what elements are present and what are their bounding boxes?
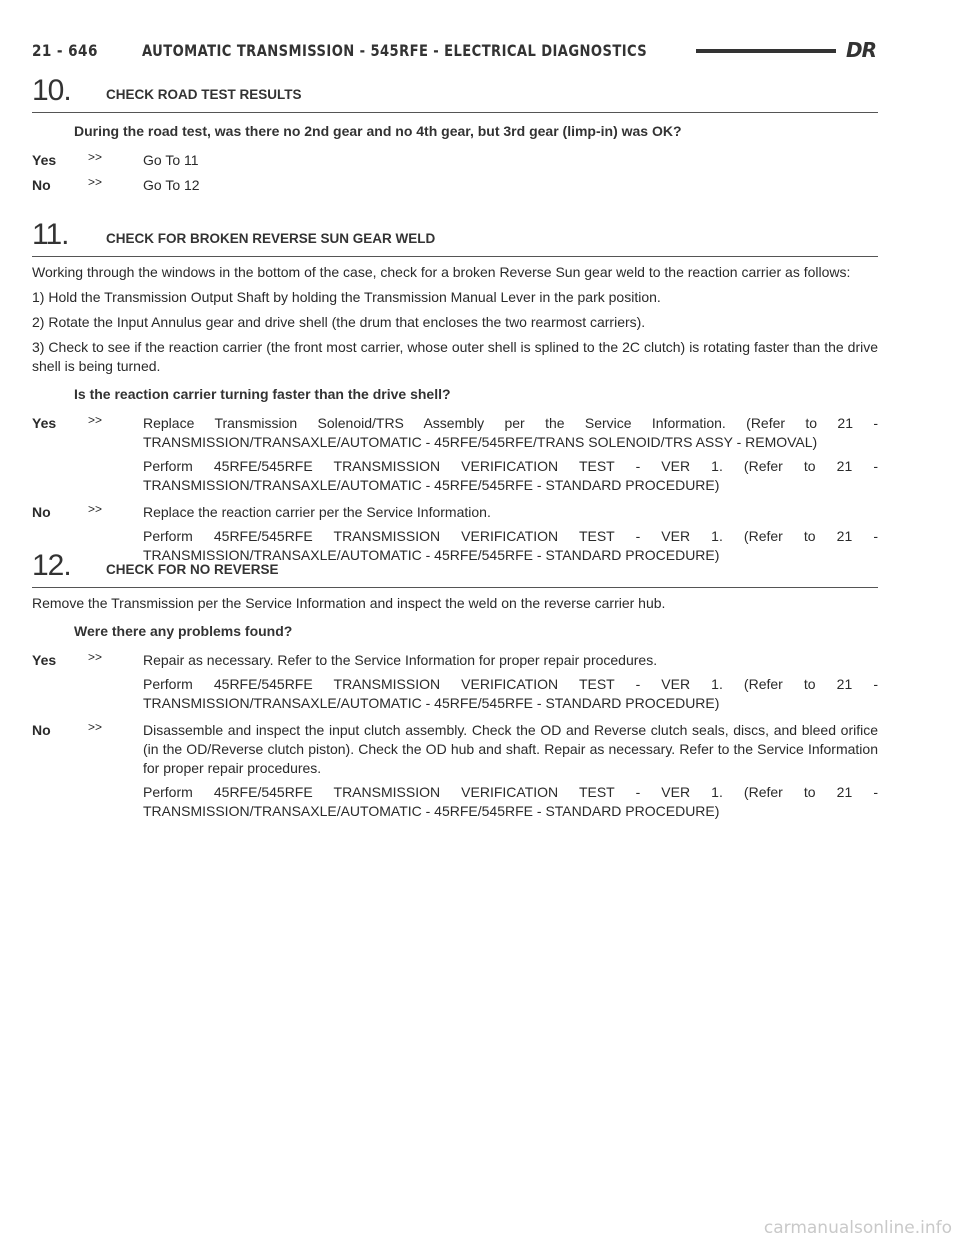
step-intro: Remove the Transmission per the Service Information and inspect the weld on the reverse carrier hub. bbox=[32, 595, 666, 611]
step-12-heading bbox=[32, 549, 878, 588]
arrow-marker: >> bbox=[88, 502, 103, 516]
step-title: CHECK FOR NO REVERSE bbox=[106, 562, 279, 577]
step-number: 10. bbox=[32, 74, 71, 107]
step-10-heading bbox=[32, 74, 878, 113]
answer-no bbox=[32, 503, 878, 565]
answer-yes bbox=[32, 651, 878, 713]
answer-action: Replace the reaction carrier per the Service Information. bbox=[143, 504, 491, 520]
arrow-marker: >> bbox=[88, 175, 103, 189]
step-12 bbox=[32, 549, 878, 821]
step-question: During the road test, was there no 2nd gear and no 4th gear, but 3rd gear (limp-in) was OK? bbox=[74, 123, 682, 139]
step-number: 11. bbox=[32, 218, 69, 251]
arrow-marker: >> bbox=[88, 720, 103, 734]
answer-text bbox=[143, 651, 878, 713]
answer-label: Yes bbox=[32, 415, 57, 431]
header-rule bbox=[696, 49, 836, 53]
answer-label: No bbox=[32, 177, 51, 193]
answer-text bbox=[143, 414, 878, 495]
answer-action: Perform 45RFE/545RFE TRANSMISSION VERIFICATION TEST - VER 1. (Refer to 21 - TRANSMISSION/TRANSAXLE/AUTOMATIC - 45RFE/545RFE - STANDARD PROCEDURE) bbox=[143, 676, 878, 711]
arrow-marker: >> bbox=[88, 150, 103, 164]
answer-action: Perform 45RFE/545RFE TRANSMISSION VERIFICATION TEST - VER 1. (Refer to 21 - TRANSMISSION/TRANSAXLE/AUTOMATIC - 45RFE/545RFE - STANDARD PROCEDURE) bbox=[143, 528, 878, 563]
answer-no bbox=[32, 176, 878, 195]
answer-action: Perform 45RFE/545RFE TRANSMISSION VERIFICATION TEST - VER 1. (Refer to 21 - TRANSMISSION/TRANSAXLE/AUTOMATIC - 45RFE/545RFE - STANDARD PROCEDURE) bbox=[143, 784, 878, 819]
procedure-step-2: 2) Rotate the Input Annulus gear and drive shell (the drum that encloses the two rearmost carriers). bbox=[32, 314, 646, 330]
arrow-marker: >> bbox=[88, 650, 103, 664]
header-title: AUTOMATIC TRANSMISSION - 545RFE - ELECTRICAL DIAGNOSTICS bbox=[142, 40, 648, 60]
step-11-heading bbox=[32, 218, 878, 257]
answer-text bbox=[143, 721, 878, 821]
watermark-link[interactable]: carmanualsonline.info bbox=[763, 1218, 952, 1238]
answer-text: Go To 11 bbox=[143, 152, 199, 168]
procedure-step-1: 1) Hold the Transmission Output Shaft by holding the Transmission Manual Lever in the park position. bbox=[32, 289, 661, 305]
step-number: 12. bbox=[32, 549, 71, 582]
answer-yes bbox=[32, 414, 878, 495]
answer-text: Go To 12 bbox=[143, 177, 200, 193]
procedure-step-3: 3) Check to see if the reaction carrier (the front most carrier, whose outer shell is splined to the 2C clutch) is rotating faster than the drive shell is being turned. bbox=[32, 339, 878, 374]
answer-label: Yes bbox=[32, 152, 57, 168]
step-question: Is the reaction carrier turning faster than the drive shell? bbox=[74, 386, 451, 402]
step-11 bbox=[32, 218, 878, 565]
page-header bbox=[32, 38, 878, 62]
answer-label: Yes bbox=[32, 652, 57, 668]
answer-action: Disassemble and inspect the input clutch assembly. Check the OD and Reverse clutch seals, discs, and bleed orifice (in the OD/Reverse clutch piston). Check the OD hub and shaft. Repair as necessary. Refer to the Service Information for proper repair procedures. bbox=[143, 722, 878, 776]
step-question: Were there any problems found? bbox=[74, 623, 293, 639]
step-title: CHECK FOR BROKEN REVERSE SUN GEAR WELD bbox=[106, 231, 436, 246]
answer-yes bbox=[32, 151, 878, 170]
answer-label: No bbox=[32, 722, 51, 738]
model-code: DR bbox=[845, 38, 876, 62]
answer-action: Repair as necessary. Refer to the Service Information for proper repair procedures. bbox=[143, 652, 658, 668]
answer-action: Replace Transmission Solenoid/TRS Assembly per the Service Information. (Refer to 21 - TRANSMISSION/TRANSAXLE/AUTOMATIC - 45RFE/545RFE/TRANS SOLENOID/TRS ASSY - REMOVAL) bbox=[143, 415, 878, 450]
answer-action: Perform 45RFE/545RFE TRANSMISSION VERIFICATION TEST - VER 1. (Refer to 21 - TRANSMISSION/TRANSAXLE/AUTOMATIC - 45RFE/545RFE - STANDARD PROCEDURE) bbox=[143, 458, 878, 493]
answer-text bbox=[143, 503, 878, 565]
answer-no bbox=[32, 721, 878, 821]
arrow-marker: >> bbox=[88, 413, 103, 427]
step-title: CHECK ROAD TEST RESULTS bbox=[106, 87, 302, 102]
step-10 bbox=[32, 74, 878, 195]
page-number: 21 - 646 bbox=[32, 40, 98, 60]
answer-label: No bbox=[32, 504, 51, 520]
step-intro: Working through the windows in the bottom of the case, check for a broken Reverse Sun gear weld to the reaction carrier as follows: bbox=[32, 264, 851, 280]
